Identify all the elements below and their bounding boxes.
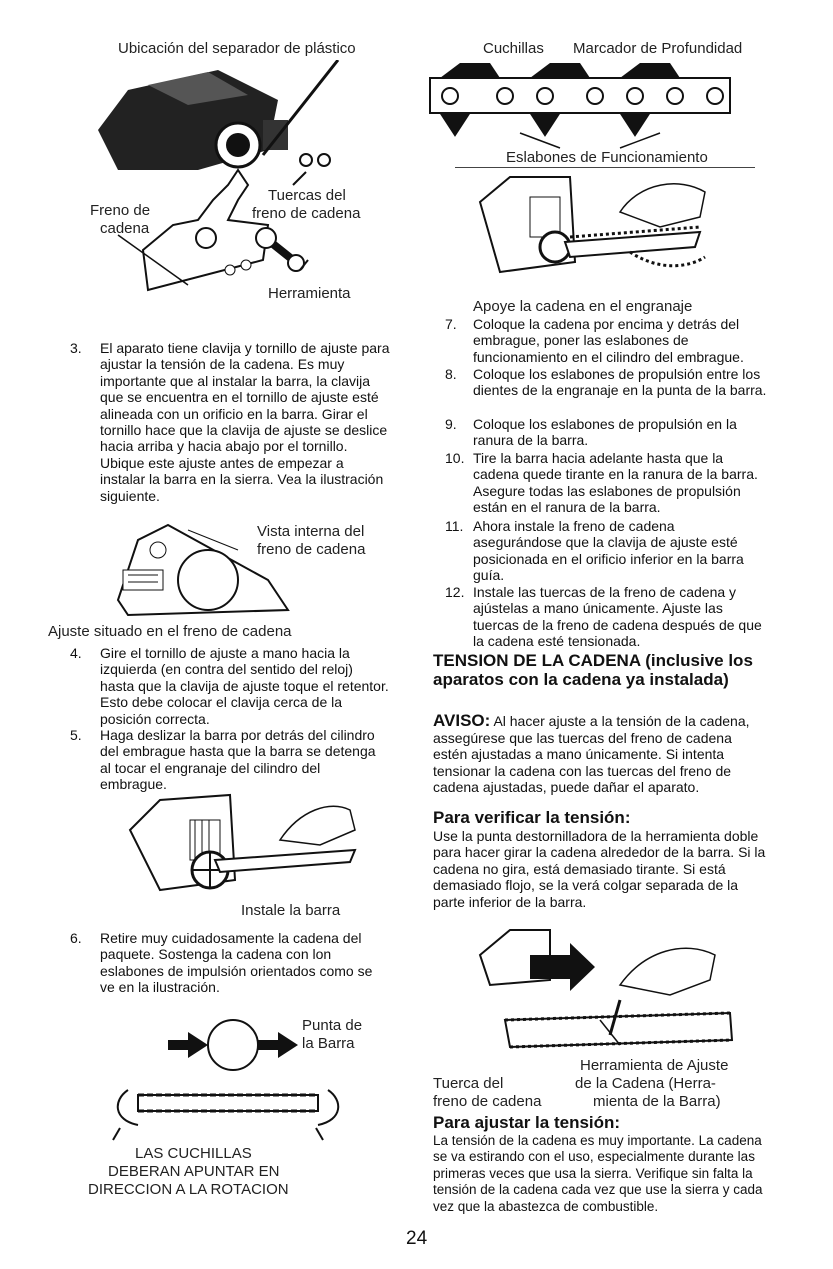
chain-brake-label-line1: Freno de — [90, 202, 151, 219]
warning-text: Al hacer ajuste a la tensión de la cadena, assegúrese que las tuercas del freno de cadena estén ajustadas a mano únicamente. Si intenta tensionar la cadena con las tuercas del freno de cadena ajustadas, puede dañar el aparato. — [433, 713, 750, 796]
brake-nut-label-line2: freno de cadena — [433, 1093, 542, 1110]
adjust-tool-label-line3: mienta de la Barra) — [593, 1093, 721, 1110]
step-5 — [70, 727, 390, 793]
brake-nuts-label-line1: Tuercas del — [268, 187, 346, 204]
warning-paragraph — [433, 711, 768, 796]
step-number: 6. — [70, 930, 82, 946]
brake-nuts-label-line2: freno de cadena — [252, 205, 361, 222]
step-3 — [70, 340, 390, 504]
step-number: 7. — [445, 316, 457, 332]
step-number: 10. — [445, 450, 465, 466]
check-tension-text: Use la punta destornilladora de la herramienta doble para hacer girar la cadena alrededor de la barra. Si la cadena no gira, está demasiado tirante. Si está demasiado flojo, se la verá colgar separada de la parte inferior de la barra. — [433, 828, 766, 910]
step-text: Gire el tornillo de ajuste a mano hacia la izquierda (en contra del sentido del reloj) hasta que la clavija de ajuste toque el retentor. Esto debe colocar el clavija cerca de la posición correcta. — [100, 645, 389, 727]
cutters-caption-line1: LAS CUCHILLAS — [135, 1145, 252, 1162]
adjust-tension-text: La tensión de la cadena es muy importante. La cadena se va estirando con el uso, especialmente durante las primeras veces que usa la sierra. Verifique sin falta la tensión de la cadena cada vez que use la sierra y cada vez que la abastezca de combustible. — [433, 1133, 763, 1214]
chain-brake-label-line2: cadena — [100, 220, 150, 237]
step-9 — [445, 416, 767, 449]
adjustment-caption: Ajuste situado en el freno de cadena — [48, 623, 292, 640]
adjust-tension-heading: Para ajustar la tensión: — [433, 1113, 621, 1132]
chain-parts-illustration — [420, 58, 740, 153]
step-text: Tire la barra hacia adelante hasta que la cadena quede tirante en la ranura de la barra. Asegure todas las eslabones de propulsión están en el ranura de la barra. — [473, 450, 758, 516]
step-text: Retire muy cuidadosamente la cadena del paquete. Sostenga la cadena con lon eslabones de impulsión orientados como se ve en la ilustración. — [100, 930, 373, 996]
step-number: 3. — [70, 340, 82, 356]
depth-gauge-label: Marcador de Profundidad — [573, 40, 743, 57]
brake-interior-label-line2: freno de cadena — [257, 541, 366, 558]
cutters-label: Cuchillas — [483, 40, 544, 57]
bar-tip-label-line1: Punta de — [302, 1017, 363, 1034]
tension-check-illustration — [470, 925, 740, 1055]
step-6 — [70, 930, 390, 996]
brake-nut-label-line1: Tuerca del — [433, 1075, 504, 1092]
step-number: 12. — [445, 584, 465, 600]
warning-label: AVISO: — [433, 711, 491, 730]
adjust-tool-label-line1: Herramienta de Ajuste — [580, 1057, 729, 1074]
divider — [455, 167, 755, 168]
step-11 — [445, 518, 767, 584]
step-text: Instale las tuercas de la freno de cadena y ajústelas a mano únicamente. Ajuste las tuercas de la freno de cadena después de que la cadena esté tensionada. — [473, 584, 762, 650]
brake-interior-label-line1: Vista interna del — [257, 523, 365, 540]
tool-label: Herramienta — [268, 285, 351, 302]
step-text: Coloque la cadena por encima y detrás del embrague, poner las eslabones de funcionamiento en el cilindro del embrague. — [473, 316, 744, 365]
step-7 — [445, 316, 767, 365]
step-10 — [445, 450, 767, 516]
step-4 — [70, 645, 390, 727]
step-number: 8. — [445, 366, 457, 382]
step-text: Coloque los eslabones de propulsión entre los dientes de la engranaje en la punta de la barra. — [473, 366, 767, 399]
step-text: Coloque los eslabones de propulsión en la ranura de la barra. — [473, 416, 737, 449]
check-tension-heading: Para verificar la tensión: — [433, 808, 631, 827]
drive-links-label: Eslabones de Funcionamiento — [506, 149, 708, 166]
sprocket-caption: Apoye la cadena en el engranaje — [473, 298, 693, 315]
chain-on-sprocket-illustration — [470, 172, 710, 287]
step-number: 11. — [445, 518, 464, 534]
chain-tension-heading: TENSION DE LA CADENA (inclusive los aparatos con la cadena ya instalada) — [433, 651, 753, 689]
step-number: 5. — [70, 727, 82, 743]
separator-location-label: Ubicación del separador de plástico — [118, 40, 356, 57]
bar-tip-label-line2: la Barra — [302, 1035, 355, 1052]
step-text: Ahora instale la freno de cadena asegurándose que la clavija de ajuste esté posicionada en el orificio inferior en la barra guía. — [473, 518, 744, 584]
cutters-caption-line3: DIRECCION A LA ROTACION — [88, 1181, 289, 1198]
page-number: 24 — [406, 1228, 428, 1249]
cutters-caption-line2: DEBERAN APUNTAR EN — [108, 1163, 280, 1180]
step-text: Haga deslizar la barra por detrás del cilindro del embrague hasta que la barra se detenga al tocar el engranaje del cilindro del embrague. — [100, 727, 376, 793]
install-bar-label: Instale la barra — [241, 902, 341, 919]
step-12 — [445, 584, 767, 650]
step-number: 4. — [70, 645, 82, 661]
chainsaw-separator-illustration — [88, 60, 378, 300]
step-8 — [445, 366, 767, 399]
install-bar-illustration — [120, 790, 360, 910]
step-text: El aparato tiene clavija y tornillo de ajuste para ajustar la tensión de la cadena. Es muy importante que al instalar la barra, la clavija que se encuentra en el tornillo de ajuste esté alineada con un orificio en la barra. Girar el tornillo hace que la clavija de ajuste se deslice hacia arriba y hacia abajo por el tornillo. Ubique este ajuste antes de empezar a instalar la barra en la sierra. Vea la ilustración siguiente. — [100, 340, 390, 504]
step-number: 9. — [445, 416, 457, 432]
adjust-tool-label-line2: de la Cadena (Herra- — [575, 1075, 716, 1092]
